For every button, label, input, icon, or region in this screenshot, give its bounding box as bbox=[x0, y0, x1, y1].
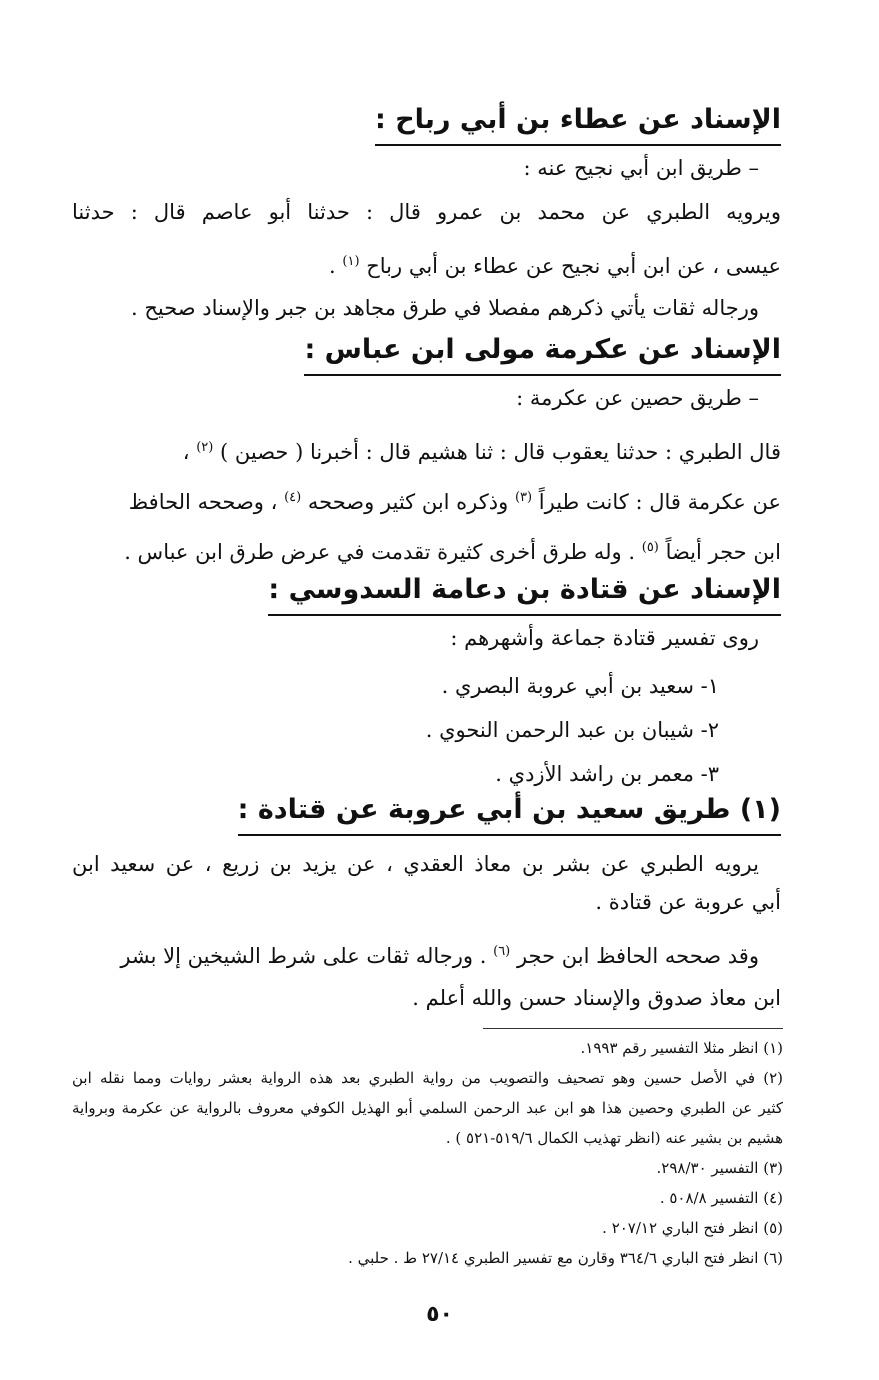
footnote-divider bbox=[483, 1028, 783, 1029]
footnote-2-line-2: كثير عن الطبري وحصين هذا هو ابن عبد الرحمن السلمي أبو الهذيل الكوفي معروف بالرواية عن عكرمة وبرواية bbox=[72, 1099, 783, 1117]
route-line-ata: – طريق ابن أبي نجيح عنه : bbox=[523, 156, 759, 180]
paragraph-said-line-4: ابن معاذ صدوق والإسناد حسن والله أعلم . bbox=[412, 986, 781, 1010]
footnote-2-line-1: (٢) في الأصل حسين وهو تصحيف والتصويب من رواية الطبري بعد هذه الرواية بعشر روايات ومما نقله ابن bbox=[72, 1069, 783, 1087]
list-item: ٢- شيبان بن عبد الرحمن النحوي . bbox=[425, 718, 719, 742]
footnote-5: (٥) انظر فتح الباري ٢٠٧/١٢ . bbox=[602, 1219, 783, 1237]
paragraph-ikrima-line-1 bbox=[72, 430, 781, 470]
paragraph-said-line-2: أبي عروبة عن قتادة . bbox=[595, 890, 781, 914]
paragraph-ata-end: . bbox=[329, 254, 336, 278]
list-item: ٣- معمر بن راشد الأزدي . bbox=[495, 762, 719, 786]
paragraph-ata-line-2 bbox=[72, 244, 781, 284]
footnote-3: (٣) التفسير ٢٩٨/٣٠. bbox=[656, 1159, 783, 1177]
section-heading-ikrima: الإسناد عن عكرمة مولى ابن عباس : bbox=[304, 330, 781, 376]
footnote-ref-6: (٦) bbox=[493, 944, 511, 959]
paragraph-ata-narrators: ورجاله ثقات يأتي ذكرهم مفصلا في طرق مجاهد بن جبر والإسناد صحيح . bbox=[130, 296, 759, 320]
qatada-intro: روى تفسير قتادة جماعة وأشهرهم : bbox=[450, 626, 759, 650]
footnote-ref-5: (٥) bbox=[641, 540, 659, 555]
paragraph-ikrima-line-2 bbox=[72, 480, 781, 520]
footnote-1: (١) انظر مثلا التفسير رقم ١٩٩٣. bbox=[580, 1039, 783, 1057]
footnote-ref-3: (٣) bbox=[514, 490, 533, 505]
paragraph-said-line-3 bbox=[72, 934, 759, 974]
paragraph-ikrima-text-2b: وذكره ابن كثير وصححه bbox=[307, 490, 509, 514]
paragraph-said-text-3a: وقد صححه الحافظ ابن حجر bbox=[516, 944, 759, 968]
section-heading-qatada: الإسناد عن قتادة بن دعامة السدوسي : bbox=[268, 570, 781, 616]
paragraph-ata-text: عيسى ، عن ابن أبي نجيح عن عطاء بن أبي رباح bbox=[366, 254, 781, 278]
footnote-ref-2: (٢) bbox=[196, 440, 214, 455]
paragraph-said-text-3b: . ورجاله ثقات على شرط الشيخين إلا بشر bbox=[120, 944, 487, 968]
paragraph-ata-line-1: ويرويه الطبري عن محمد بن عمرو قال : حدثنا أبو عاصم قال : حدثنا bbox=[72, 200, 781, 224]
paragraph-said-line-1: يرويه الطبري عن بشر بن معاذ العقدي ، عن يزيد بن زريع ، عن سعيد ابن bbox=[72, 852, 759, 876]
paragraph-ikrima-text-1: قال الطبري : حدثنا يعقوب قال : ثنا هشيم قال : أخبرنا ( حصين ) bbox=[220, 440, 781, 464]
list-item: ١- سعيد بن أبي عروبة البصري . bbox=[441, 674, 719, 698]
footnote-ref-1: (١) bbox=[342, 254, 360, 269]
paragraph-ikrima-text-2c: ، وصححه الحافظ bbox=[128, 490, 278, 514]
footnote-6: (٦) انظر فتح الباري ٣٦٤/٦ وقارن مع تفسير الطبري ٢٧/١٤ ط . حلبي . bbox=[348, 1249, 783, 1267]
footnote-2-line-3: هشيم بن بشير عنه (انظر تهذيب الكمال ٥١٩/٦-٥٢١ ) . bbox=[445, 1129, 783, 1147]
section-heading-said: (١) طريق سعيد بن أبي عروبة عن قتادة : bbox=[238, 790, 781, 836]
footnote-4: (٤) التفسير ٥٠٨/٨ . bbox=[659, 1189, 783, 1207]
route-line-ikrima: – طريق حصين عن عكرمة : bbox=[516, 386, 759, 410]
paragraph-ikrima-text-3b: . وله طرق أخرى كثيرة تقدمت في عرض طرق ابن عباس . bbox=[124, 540, 636, 564]
paragraph-ikrima-comma: ، bbox=[182, 440, 190, 464]
page-number: ٥٠ bbox=[426, 1302, 453, 1327]
footnote-ref-4: (٤) bbox=[284, 490, 302, 505]
paragraph-ikrima-line-3 bbox=[72, 530, 781, 570]
paragraph-ikrima-text-2a: عن عكرمة قال : كانت طيراً bbox=[538, 490, 781, 514]
section-heading-ata: الإسناد عن عطاء بن أبي رباح : bbox=[375, 100, 781, 146]
paragraph-ikrima-text-3a: ابن حجر أيضاً bbox=[665, 540, 781, 564]
